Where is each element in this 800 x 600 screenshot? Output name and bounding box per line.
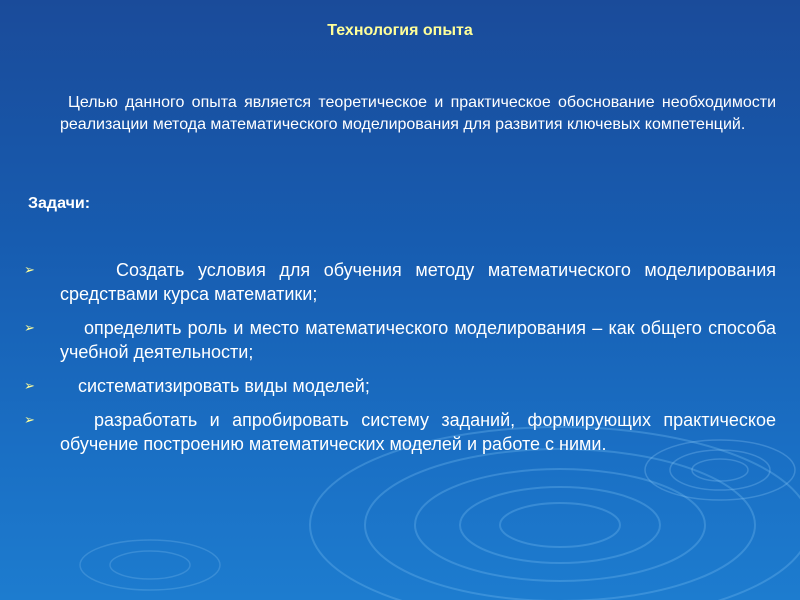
task-text: Создать условия для обучения методу математического моделирования средствами курса математики; <box>60 260 776 304</box>
arrow-bullet-icon: ➢ <box>24 320 35 335</box>
task-text: определить роль и место математического моделирования – как общего способа учебной деятельности; <box>60 318 776 362</box>
task-text: разработать и апробировать систему заданий, формирующих практическое обучение построению математических моделей и работе с ними. <box>60 410 776 454</box>
slide-title: Технология опыта <box>327 22 473 39</box>
slide-intro-text: Целью данного опыта является теоретическое и практическое обоснование необходимости реализации метода математического моделирования для развития ключевых компетенций. <box>60 94 776 133</box>
task-item <box>18 374 776 398</box>
task-item <box>18 408 776 456</box>
tasks-heading: Задачи: <box>28 195 91 212</box>
arrow-bullet-icon: ➢ <box>24 262 35 277</box>
task-item <box>18 316 776 364</box>
task-text: систематизировать виды моделей; <box>78 376 370 396</box>
arrow-bullet-icon: ➢ <box>24 412 35 427</box>
arrow-bullet-icon: ➢ <box>24 378 35 393</box>
task-item <box>18 258 776 306</box>
tasks-list <box>18 258 776 466</box>
